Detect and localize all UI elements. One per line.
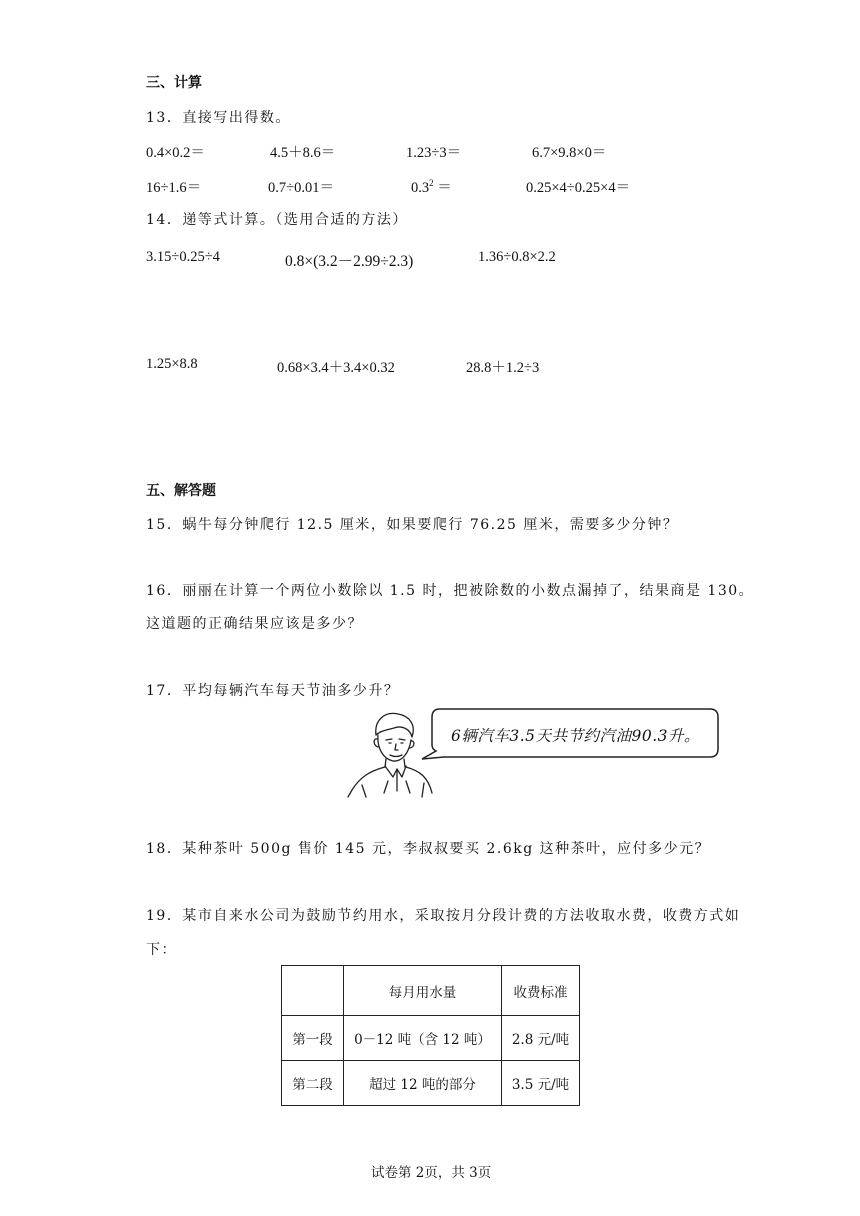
- q13-item-7: [411, 176, 452, 197]
- q13-item-2: 4.5＋8.6＝: [270, 145, 336, 161]
- q13-item-3: 1.23÷3＝: [406, 145, 462, 161]
- table-cell: 第一段: [282, 1016, 344, 1061]
- q13-item-4: 6.7×9.8×0＝: [532, 145, 607, 161]
- section-title-answers: 五、解答题: [146, 483, 216, 499]
- q18-text: 18．某种茶叶 500g 售价 145 元，李叔叔要买 2.6kg 这种茶叶，应付多少元？: [146, 841, 711, 857]
- q14-item-4: 1.25×8.8: [146, 356, 198, 372]
- q13-item-5: 16÷1.6＝: [146, 180, 202, 196]
- q13-item-1: 0.4×0.2＝: [146, 145, 205, 161]
- q19-text-line2: 下：: [146, 942, 177, 958]
- table-header-row: [282, 966, 580, 1016]
- section-title-calc: 三、计算: [146, 75, 202, 91]
- q13-item-7-base: 0.3: [411, 180, 430, 196]
- table-header-cell: 每月用水量: [344, 966, 502, 1016]
- q16-text-line1: 16．丽丽在计算一个两位小数除以 1.5 时，把被除数的小数点漏掉了，结果商是 130。: [146, 583, 755, 599]
- q14-item-5: 0.68×3.4＋3.4×0.32: [277, 360, 395, 376]
- table-cell: 超过 12 吨的部分: [344, 1061, 502, 1106]
- q15-text: 15．蜗牛每分钟爬行 12.5 厘米，如果要爬行 76.25 厘米，需要多少分钟？: [146, 517, 679, 533]
- q13-item-6: 0.7÷0.01＝: [268, 180, 334, 196]
- q14-item-1: 3.15÷0.25÷4: [146, 249, 220, 265]
- q13-item-7-exponent: 2: [429, 178, 434, 189]
- q13-stem: 13．直接写出得数。: [146, 110, 291, 126]
- q14-item-6: 28.8＋1.2÷3: [466, 360, 540, 376]
- table-cell: 0－12 吨（含 12 吨）: [344, 1016, 502, 1061]
- table-cell: 3.5 元/吨: [502, 1061, 580, 1106]
- q19-text-line1: 19．某市自来水公司为鼓励节约用水，采取按月分段计费的方法收取水费，收费方式如: [146, 908, 741, 924]
- table-row: [282, 1016, 580, 1061]
- q14-item-2: 0.8×(3.2－2.99÷2.3): [285, 253, 414, 270]
- q16-text-line2: 这道题的正确结果应该是多少？: [146, 616, 363, 632]
- q17-text: 17．平均每辆汽车每天节油多少升？: [146, 683, 400, 699]
- speech-bubble-text: 6辆汽车3.5天共节约汽油90.3升。: [451, 727, 701, 745]
- q14-item-3: 1.36÷0.8×2.2: [478, 249, 556, 265]
- table-cell: 第二段: [282, 1061, 344, 1106]
- table-header-cell: 收费标准: [502, 966, 580, 1016]
- table-header-cell: [282, 966, 344, 1016]
- man-figure: [348, 713, 432, 797]
- man-speaking-illustration: [340, 705, 730, 800]
- table-row: [282, 1061, 580, 1106]
- q13-item-7-equals: ＝: [437, 180, 452, 196]
- q14-stem: 14．递等式计算。（选用合适的方法）: [146, 212, 408, 228]
- q13-item-8: 0.25×4÷0.25×4＝: [526, 180, 631, 196]
- table-cell: 2.8 元/吨: [502, 1016, 580, 1061]
- page-footer: 试卷第 2页，共 3页: [371, 1165, 492, 1181]
- water-fee-table: [281, 965, 580, 1106]
